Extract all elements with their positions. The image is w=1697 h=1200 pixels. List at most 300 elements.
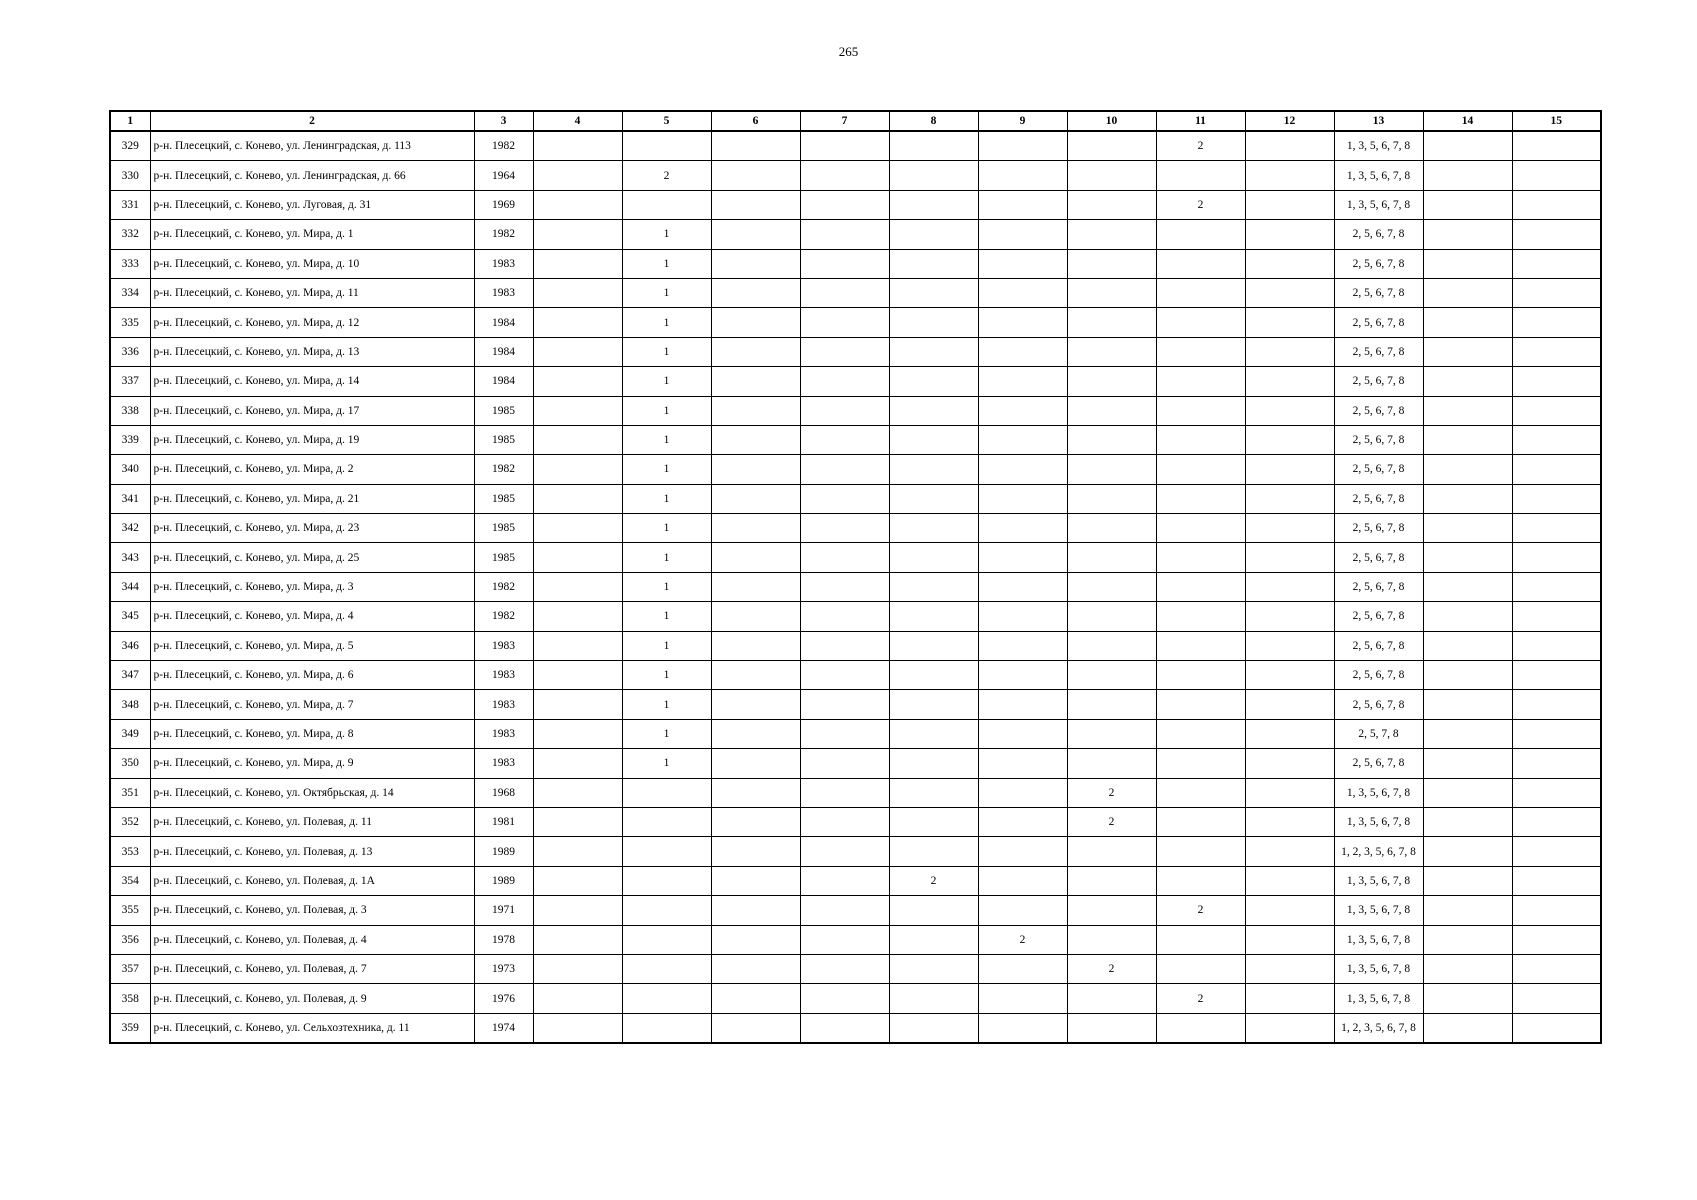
column-header: 13: [1334, 111, 1423, 131]
table-cell: [889, 984, 978, 1013]
row-number-cell: 342: [110, 514, 150, 543]
table-cell: [889, 572, 978, 601]
table-cell: 1, 3, 5, 6, 7, 8: [1334, 954, 1423, 983]
table-cell: [533, 514, 622, 543]
table-cell: [1512, 484, 1601, 513]
table-cell: [889, 690, 978, 719]
table-cell: [1067, 425, 1156, 454]
table-row: [110, 866, 1601, 895]
table-cell: [1156, 602, 1245, 631]
year-cell: 1964: [474, 161, 533, 190]
address-cell: р-н. Плесецкий, с. Конево, ул. Полевая, д. 3: [150, 896, 474, 925]
table-cell: [1156, 337, 1245, 366]
table-cell: [533, 543, 622, 572]
table-cell: [1245, 572, 1334, 601]
year-cell: 1982: [474, 131, 533, 161]
table-row: [110, 543, 1601, 572]
table-cell: [1156, 308, 1245, 337]
table-cell: [800, 220, 889, 249]
table-cell: 1, 3, 5, 6, 7, 8: [1334, 778, 1423, 807]
table-cell: 1, 3, 5, 6, 7, 8: [1334, 190, 1423, 219]
table-cell: [533, 719, 622, 748]
table-cell: [1067, 220, 1156, 249]
table-cell: [1156, 690, 1245, 719]
table-cell: [978, 807, 1067, 836]
table-cell: [800, 161, 889, 190]
address-cell: р-н. Плесецкий, с. Конево, ул. Мира, д. 13: [150, 337, 474, 366]
table-cell: [622, 131, 711, 161]
table-cell: [622, 896, 711, 925]
table-cell: [1067, 278, 1156, 307]
row-number-cell: 353: [110, 837, 150, 866]
table-row: [110, 131, 1601, 161]
table-cell: 1: [622, 602, 711, 631]
table-row: [110, 425, 1601, 454]
table-cell: 2: [1156, 190, 1245, 219]
table-cell: [711, 190, 800, 219]
table-cell: [889, 249, 978, 278]
table-cell: [1512, 984, 1601, 1013]
table-cell: [1245, 367, 1334, 396]
table-cell: [1067, 631, 1156, 660]
table-cell: [1423, 602, 1512, 631]
column-header: 14: [1423, 111, 1512, 131]
table-cell: [978, 984, 1067, 1013]
table-cell: 2: [1067, 778, 1156, 807]
table-cell: [1067, 484, 1156, 513]
table-row: [110, 161, 1601, 190]
table-cell: [978, 278, 1067, 307]
table-cell: [800, 337, 889, 366]
row-number-cell: 336: [110, 337, 150, 366]
year-cell: 1989: [474, 837, 533, 866]
table-row: [110, 602, 1601, 631]
table-cell: 2, 5, 6, 7, 8: [1334, 749, 1423, 778]
table-cell: [1512, 925, 1601, 954]
table-cell: [1512, 896, 1601, 925]
table-cell: [1156, 1013, 1245, 1043]
table-cell: [1067, 896, 1156, 925]
table-cell: [1512, 602, 1601, 631]
table-cell: [800, 249, 889, 278]
table-cell: [1245, 131, 1334, 161]
table-cell: [711, 837, 800, 866]
table-cell: [1067, 984, 1156, 1013]
address-cell: р-н. Плесецкий, с. Конево, ул. Полевая, д. 7: [150, 954, 474, 983]
table-cell: [533, 190, 622, 219]
table-cell: 1, 3, 5, 6, 7, 8: [1334, 896, 1423, 925]
table-cell: [1067, 396, 1156, 425]
table-cell: [1512, 190, 1601, 219]
address-cell: р-н. Плесецкий, с. Конево, ул. Мира, д. 4: [150, 602, 474, 631]
address-cell: р-н. Плесецкий, с. Конево, ул. Мира, д. 7: [150, 690, 474, 719]
table-cell: [1245, 925, 1334, 954]
address-cell: р-н. Плесецкий, с. Конево, ул. Полевая, д. 9: [150, 984, 474, 1013]
table-cell: 2, 5, 6, 7, 8: [1334, 425, 1423, 454]
table-cell: 1, 2, 3, 5, 6, 7, 8: [1334, 837, 1423, 866]
row-number-cell: 329: [110, 131, 150, 161]
table-row: [110, 925, 1601, 954]
table-cell: [1067, 131, 1156, 161]
table-cell: 2, 5, 6, 7, 8: [1334, 396, 1423, 425]
table-row: [110, 954, 1601, 983]
table-cell: [1512, 249, 1601, 278]
table-cell: [800, 661, 889, 690]
table-cell: [711, 455, 800, 484]
year-cell: 1985: [474, 514, 533, 543]
address-cell: р-н. Плесецкий, с. Конево, ул. Мира, д. 17: [150, 396, 474, 425]
table-row: [110, 337, 1601, 366]
table-cell: [800, 866, 889, 895]
table-cell: [1156, 425, 1245, 454]
table-row: [110, 1013, 1601, 1043]
table-cell: [1512, 367, 1601, 396]
year-cell: 1985: [474, 543, 533, 572]
table-cell: [711, 602, 800, 631]
table-cell: 2: [1156, 984, 1245, 1013]
table-cell: [1512, 661, 1601, 690]
column-header: 8: [889, 111, 978, 131]
table-cell: [1067, 514, 1156, 543]
table-cell: [978, 455, 1067, 484]
table-cell: [800, 396, 889, 425]
table-cell: [978, 484, 1067, 513]
row-number-cell: 359: [110, 1013, 150, 1043]
table-cell: [1512, 425, 1601, 454]
table-cell: [978, 190, 1067, 219]
table-cell: 2, 5, 6, 7, 8: [1334, 367, 1423, 396]
table-cell: [1245, 455, 1334, 484]
table-cell: [533, 425, 622, 454]
table-cell: [978, 719, 1067, 748]
table-cell: [1512, 778, 1601, 807]
table-cell: [1156, 484, 1245, 513]
table-cell: [1067, 749, 1156, 778]
table-cell: [533, 866, 622, 895]
address-cell: р-н. Плесецкий, с. Конево, ул. Мира, д. 19: [150, 425, 474, 454]
table-row: [110, 749, 1601, 778]
table-cell: 1: [622, 249, 711, 278]
table-cell: [1067, 925, 1156, 954]
address-cell: р-н. Плесецкий, с. Конево, ул. Полевая, д. 13: [150, 837, 474, 866]
table-cell: [800, 954, 889, 983]
year-cell: 1974: [474, 1013, 533, 1043]
table-cell: 1: [622, 455, 711, 484]
address-cell: р-н. Плесецкий, с. Конево, ул. Сельхозтехника, д. 11: [150, 1013, 474, 1043]
table-row: [110, 690, 1601, 719]
table-cell: [1245, 278, 1334, 307]
column-header: 11: [1156, 111, 1245, 131]
table-cell: [889, 661, 978, 690]
column-header: 6: [711, 111, 800, 131]
table-cell: [1423, 572, 1512, 601]
table-cell: [711, 954, 800, 983]
table-cell: 1: [622, 278, 711, 307]
table-cell: 2, 5, 6, 7, 8: [1334, 455, 1423, 484]
table-cell: [711, 543, 800, 572]
table-cell: [1423, 396, 1512, 425]
year-cell: 1984: [474, 337, 533, 366]
address-cell: р-н. Плесецкий, с. Конево, ул. Полевая, д. 11: [150, 807, 474, 836]
table-cell: 2: [622, 161, 711, 190]
table-cell: 1: [622, 572, 711, 601]
table-cell: [1156, 866, 1245, 895]
table-cell: [533, 837, 622, 866]
table-cell: [1423, 661, 1512, 690]
row-number-cell: 357: [110, 954, 150, 983]
table-cell: [1423, 896, 1512, 925]
table-cell: [1245, 514, 1334, 543]
year-cell: 1985: [474, 425, 533, 454]
year-cell: 1983: [474, 719, 533, 748]
table-cell: [1423, 954, 1512, 983]
table-cell: 1: [622, 484, 711, 513]
table-row: [110, 367, 1601, 396]
table-cell: [711, 896, 800, 925]
table-cell: [1245, 954, 1334, 983]
table-cell: 1: [622, 514, 711, 543]
table-cell: [1067, 572, 1156, 601]
table-cell: [533, 807, 622, 836]
table-cell: [533, 602, 622, 631]
table-cell: [1423, 278, 1512, 307]
table-cell: [800, 484, 889, 513]
table-cell: [1156, 543, 1245, 572]
table-cell: [889, 308, 978, 337]
table-cell: [1423, 866, 1512, 895]
table-cell: [533, 131, 622, 161]
table-cell: [1067, 190, 1156, 219]
table-cell: [978, 631, 1067, 660]
table-cell: [889, 425, 978, 454]
table-cell: [1512, 719, 1601, 748]
table-cell: [1156, 749, 1245, 778]
table-cell: [533, 896, 622, 925]
table-cell: [1423, 131, 1512, 161]
table-cell: 1: [622, 631, 711, 660]
table-cell: [1245, 719, 1334, 748]
table-cell: [1245, 396, 1334, 425]
table-cell: [711, 631, 800, 660]
table-cell: [1512, 690, 1601, 719]
table-cell: [889, 455, 978, 484]
table-cell: 2, 5, 6, 7, 8: [1334, 249, 1423, 278]
table-cell: [622, 954, 711, 983]
table-cell: [889, 367, 978, 396]
table-cell: [889, 954, 978, 983]
table-cell: [800, 631, 889, 660]
column-header: 7: [800, 111, 889, 131]
table-cell: [1423, 514, 1512, 543]
table-cell: [711, 749, 800, 778]
table-cell: [889, 278, 978, 307]
table-cell: [1423, 1013, 1512, 1043]
row-number-cell: 344: [110, 572, 150, 601]
table-cell: [800, 543, 889, 572]
table-cell: 2, 5, 6, 7, 8: [1334, 661, 1423, 690]
row-number-cell: 356: [110, 925, 150, 954]
row-number-cell: 354: [110, 866, 150, 895]
row-number-cell: 337: [110, 367, 150, 396]
table-cell: [533, 690, 622, 719]
table-cell: [978, 131, 1067, 161]
table-cell: [1423, 837, 1512, 866]
table-cell: [1423, 249, 1512, 278]
address-cell: р-н. Плесецкий, с. Конево, ул. Мира, д. 12: [150, 308, 474, 337]
table-cell: [800, 1013, 889, 1043]
table-cell: [1512, 308, 1601, 337]
table-cell: [1423, 984, 1512, 1013]
table-cell: [1245, 1013, 1334, 1043]
table-cell: 1: [622, 337, 711, 366]
table-cell: [800, 455, 889, 484]
table-cell: [711, 925, 800, 954]
table-cell: 1: [622, 220, 711, 249]
table-cell: [533, 661, 622, 690]
table-cell: [622, 925, 711, 954]
address-cell: р-н. Плесецкий, с. Конево, ул. Мира, д. 10: [150, 249, 474, 278]
table-cell: [1067, 719, 1156, 748]
table-cell: [1512, 954, 1601, 983]
table-cell: 1, 3, 5, 6, 7, 8: [1334, 866, 1423, 895]
table-cell: [800, 778, 889, 807]
year-cell: 1973: [474, 954, 533, 983]
table-cell: [978, 572, 1067, 601]
page-number: 265: [838, 44, 859, 59]
table-cell: [533, 749, 622, 778]
table-cell: [1512, 866, 1601, 895]
table-cell: [1245, 337, 1334, 366]
table-cell: [1512, 1013, 1601, 1043]
table-cell: [1245, 984, 1334, 1013]
row-number-cell: 352: [110, 807, 150, 836]
table-row: [110, 837, 1601, 866]
table-cell: [1512, 572, 1601, 601]
table-cell: [1156, 455, 1245, 484]
table-cell: [978, 543, 1067, 572]
table-cell: [978, 1013, 1067, 1043]
table-cell: [711, 778, 800, 807]
table-cell: [978, 778, 1067, 807]
address-cell: р-н. Плесецкий, с. Конево, ул. Полевая, д. 4: [150, 925, 474, 954]
table-cell: [1423, 308, 1512, 337]
table-cell: 1: [622, 396, 711, 425]
address-cell: р-н. Плесецкий, с. Конево, ул. Мира, д. 5: [150, 631, 474, 660]
table-cell: [1423, 631, 1512, 660]
table-cell: [889, 925, 978, 954]
table-cell: [1156, 367, 1245, 396]
table-row: [110, 308, 1601, 337]
table-cell: [889, 1013, 978, 1043]
table-cell: [1423, 719, 1512, 748]
table-cell: [622, 807, 711, 836]
address-cell: р-н. Плесецкий, с. Конево, ул. Полевая, д. 1А: [150, 866, 474, 895]
table-cell: [1512, 631, 1601, 660]
table-cell: [800, 807, 889, 836]
table-cell: [800, 131, 889, 161]
row-number-cell: 358: [110, 984, 150, 1013]
address-cell: р-н. Плесецкий, с. Конево, ул. Мира, д. 6: [150, 661, 474, 690]
table-cell: [1245, 220, 1334, 249]
header-row: [110, 111, 1601, 131]
year-cell: 1982: [474, 220, 533, 249]
table-cell: [1245, 778, 1334, 807]
year-cell: 1968: [474, 778, 533, 807]
table-cell: [978, 661, 1067, 690]
table-cell: 2: [1067, 807, 1156, 836]
table-row: [110, 190, 1601, 219]
table-cell: [1156, 661, 1245, 690]
table-cell: [978, 896, 1067, 925]
table-cell: [711, 484, 800, 513]
table-cell: [1512, 220, 1601, 249]
table-cell: [889, 807, 978, 836]
table-cell: [533, 984, 622, 1013]
table-cell: [1423, 220, 1512, 249]
table-cell: [978, 954, 1067, 983]
table-cell: [889, 514, 978, 543]
address-cell: р-н. Плесецкий, с. Конево, ул. Мира, д. 23: [150, 514, 474, 543]
address-cell: р-н. Плесецкий, с. Конево, ул. Мира, д. 21: [150, 484, 474, 513]
table-cell: [1423, 367, 1512, 396]
table-cell: [1512, 543, 1601, 572]
table-cell: [1156, 719, 1245, 748]
table-cell: [711, 161, 800, 190]
year-cell: 1982: [474, 602, 533, 631]
table-cell: [1512, 278, 1601, 307]
table-cell: [1423, 749, 1512, 778]
row-number-cell: 341: [110, 484, 150, 513]
table-cell: 2, 5, 6, 7, 8: [1334, 572, 1423, 601]
row-number-cell: 345: [110, 602, 150, 631]
table-cell: [889, 749, 978, 778]
table-row: [110, 984, 1601, 1013]
row-number-cell: 339: [110, 425, 150, 454]
table-cell: [889, 220, 978, 249]
table-cell: [800, 925, 889, 954]
table-cell: [1067, 661, 1156, 690]
table-cell: [533, 572, 622, 601]
table-cell: [1423, 690, 1512, 719]
address-cell: р-н. Плесецкий, с. Конево, ул. Мира, д. 8: [150, 719, 474, 748]
table-cell: [1067, 690, 1156, 719]
table-cell: 1: [622, 749, 711, 778]
table-cell: [1067, 308, 1156, 337]
column-header: 2: [150, 111, 474, 131]
table-cell: [1423, 425, 1512, 454]
row-number-cell: 351: [110, 778, 150, 807]
table-cell: [533, 484, 622, 513]
year-cell: 1971: [474, 896, 533, 925]
address-cell: р-н. Плесецкий, с. Конево, ул. Мира, д. 11: [150, 278, 474, 307]
table-cell: [1156, 396, 1245, 425]
table-row: [110, 896, 1601, 925]
table-cell: 2, 5, 6, 7, 8: [1334, 220, 1423, 249]
address-cell: р-н. Плесецкий, с. Конево, ул. Ленинградская, д. 113: [150, 131, 474, 161]
column-header: 5: [622, 111, 711, 131]
year-cell: 1985: [474, 484, 533, 513]
table-cell: [1156, 572, 1245, 601]
table-cell: 2, 5, 6, 7, 8: [1334, 602, 1423, 631]
table-cell: [1245, 896, 1334, 925]
column-header: 1: [110, 111, 150, 131]
table-cell: [1156, 631, 1245, 660]
table-cell: [1245, 866, 1334, 895]
table-row: [110, 455, 1601, 484]
table-cell: [978, 749, 1067, 778]
table-cell: [978, 308, 1067, 337]
table-cell: [1245, 807, 1334, 836]
